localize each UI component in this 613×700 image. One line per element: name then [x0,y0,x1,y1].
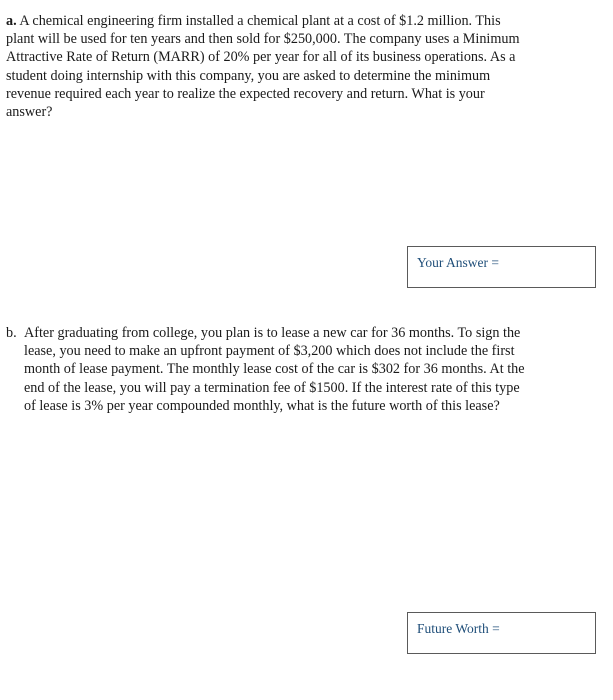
question-a-line-5: revenue required each year to realize the expected recovery and return. What is your [6,85,485,102]
question-a-line-2: plant will be used for ten years and then sold for $250,000. The company uses a Minimum [6,31,520,48]
question-b-line-4: end of the lease, you will pay a termination fee of $1500. If the interest rate of this type [24,379,520,396]
answer-label-a: Your Answer = [417,255,500,270]
question-b-line-5: of lease is 3% per year compounded monthly, what is the future worth of this lease? [24,397,500,414]
question-b [6,324,596,414]
question-b-line-2: lease, you need to make an upfront payment of $3,200 which does not include the first [24,343,515,360]
question-a [6,12,576,121]
answer-label-b: Future Worth = [417,621,500,636]
question-a-label: a. [6,13,17,29]
question-b-label: b. [6,325,17,341]
question-a-line-3: Attractive Rate of Return (MARR) of 20% per year for all of its business operations. As a [6,49,516,66]
question-b-line-3: month of lease payment. The monthly lease cost of the car is $302 for 36 months. At the [24,361,525,378]
question-a-line-4: student doing internship with this company, you are asked to determine the minimum [6,67,491,84]
question-a-line-1: a. A chemical engineering firm installed a chemical plant at a cost of $1.2 million. This [6,13,501,29]
question-a-line-6: answer? [6,104,53,121]
question-b-line-1: After graduating from college, you plan is to lease a new car for 36 months. To sign the [24,325,521,341]
answer-input-b[interactable] [407,612,596,654]
question-b-body [24,324,584,415]
answer-input-a[interactable] [407,246,596,288]
